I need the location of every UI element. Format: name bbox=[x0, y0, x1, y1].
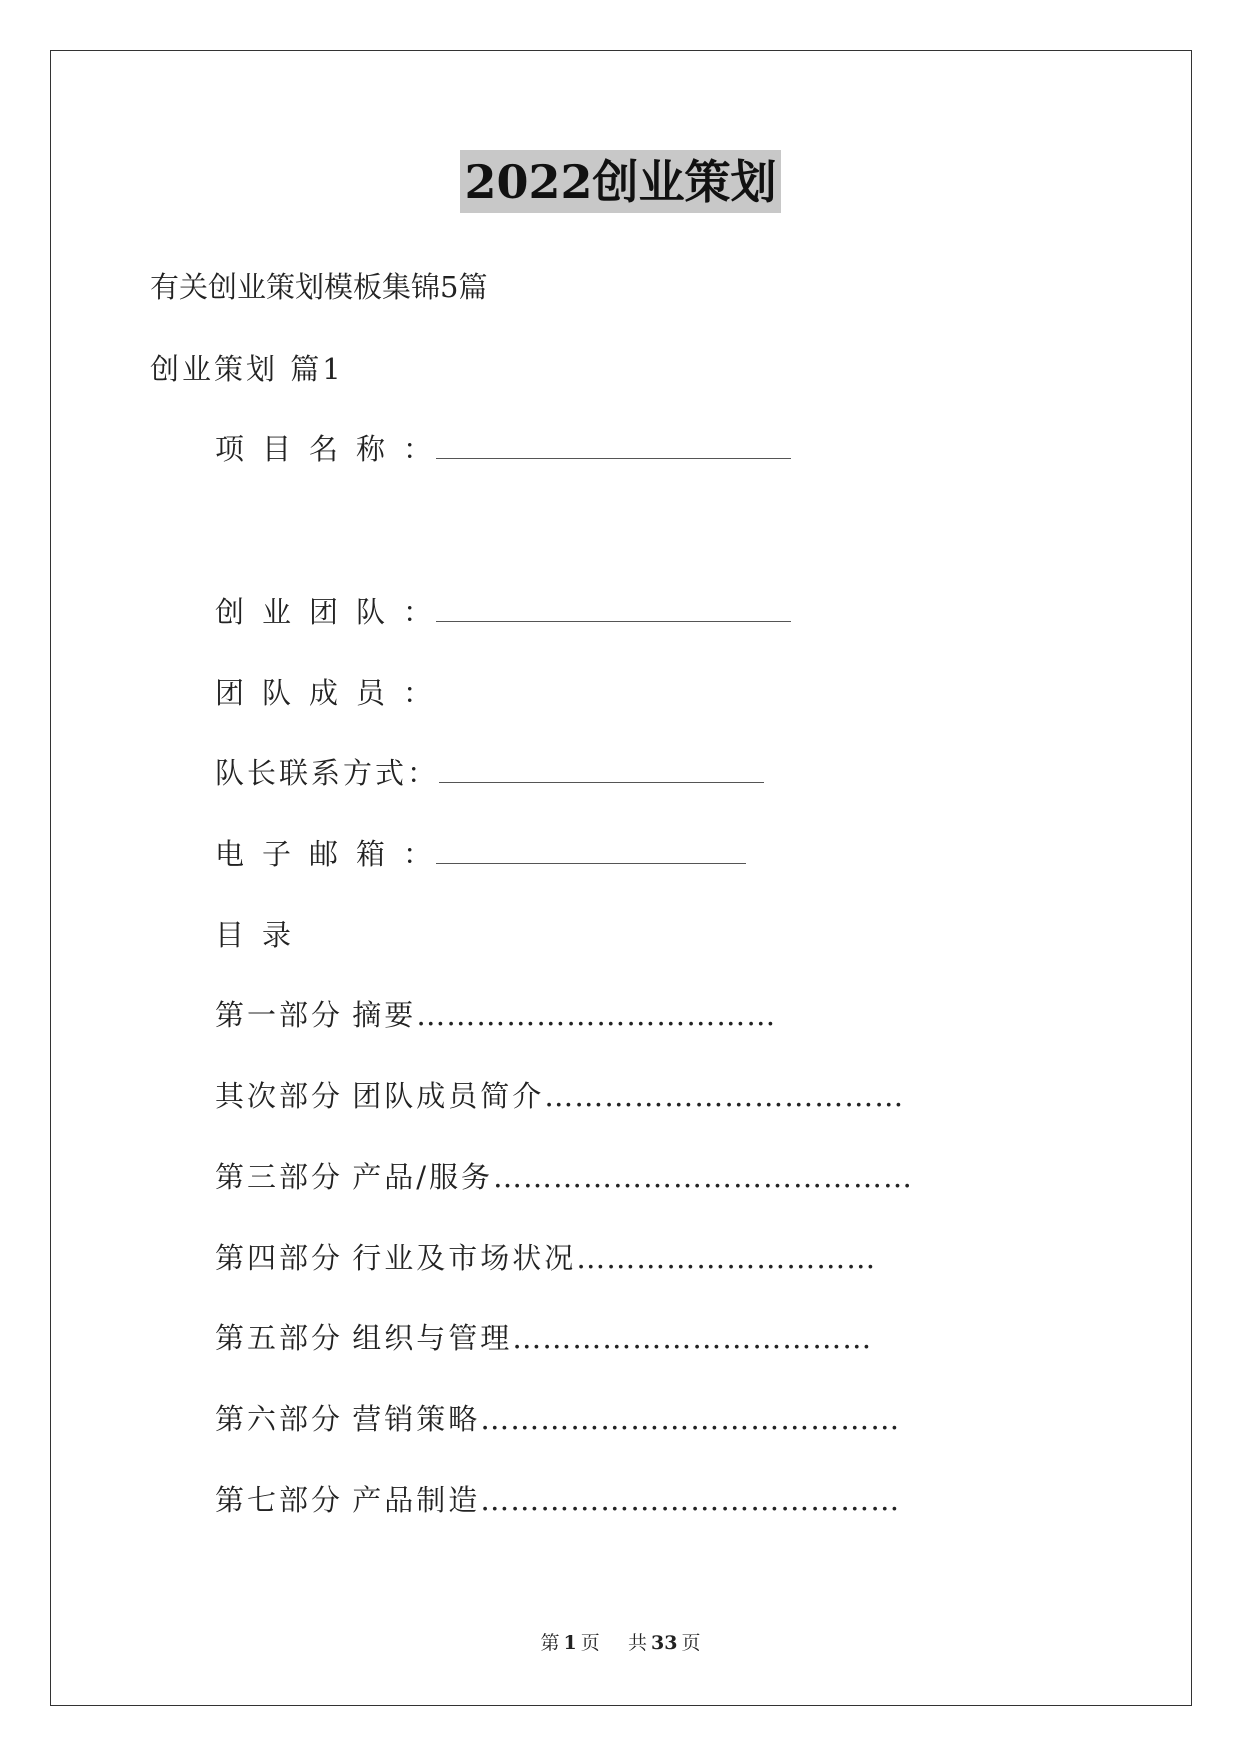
section-heading: 创业策划 篇1 bbox=[150, 352, 344, 386]
toc-leader-dots: ……………………………… bbox=[416, 998, 777, 1032]
toc-item[interactable] bbox=[215, 1321, 872, 1356]
toc-item[interactable] bbox=[215, 1160, 913, 1195]
toc-item[interactable] bbox=[215, 1483, 900, 1518]
leader-contact-label: 队长联系方式： bbox=[215, 756, 440, 790]
project-name-label: 项目名称： bbox=[215, 432, 451, 466]
title-container bbox=[0, 150, 1241, 213]
document-title: 2022创业策划 bbox=[460, 150, 780, 213]
page-prefix: 第 bbox=[540, 1632, 560, 1654]
total-suffix: 页 bbox=[681, 1632, 701, 1654]
page-suffix: 页 bbox=[580, 1632, 600, 1654]
toc-part-label: 其次部分 bbox=[215, 1079, 344, 1113]
email-label: 电子邮箱： bbox=[215, 837, 451, 871]
toc-part-label: 第三部分 bbox=[215, 1160, 344, 1194]
document-subtitle: 有关创业策划模板集锦5篇 bbox=[150, 270, 488, 304]
page-footer bbox=[0, 1628, 1241, 1655]
toc-item[interactable] bbox=[215, 998, 776, 1033]
email-row bbox=[215, 837, 746, 872]
toc-part-label: 第七部分 bbox=[215, 1483, 344, 1517]
toc-title: 团队成员简介 bbox=[352, 1079, 545, 1113]
toc-title: 摘要 bbox=[352, 998, 417, 1032]
toc-title: 产品制造 bbox=[352, 1483, 481, 1517]
toc-leader-dots: ……………………………… bbox=[544, 1079, 905, 1113]
leader-contact-row bbox=[215, 756, 764, 791]
toc-part-label: 第四部分 bbox=[215, 1241, 344, 1275]
leader-contact-field[interactable] bbox=[439, 758, 764, 783]
project-name-field[interactable] bbox=[436, 434, 791, 459]
toc-title: 行业及市场状况 bbox=[352, 1241, 577, 1275]
toc-part-label: 第一部分 bbox=[215, 998, 344, 1032]
toc-item[interactable] bbox=[215, 1241, 876, 1276]
toc-title: 产品/服务 bbox=[352, 1160, 494, 1194]
team-row bbox=[215, 595, 791, 630]
toc-leader-dots: ……………………………… bbox=[512, 1321, 873, 1355]
toc-heading: 目录 bbox=[215, 918, 310, 952]
toc-leader-dots: …………………………………… bbox=[493, 1160, 914, 1194]
project-name-row bbox=[215, 432, 791, 467]
email-field[interactable] bbox=[436, 839, 746, 864]
toc-leader-dots: ………………………… bbox=[576, 1241, 877, 1275]
members-row bbox=[215, 676, 450, 711]
team-label: 创业团队： bbox=[215, 595, 451, 629]
toc-part-label: 第五部分 bbox=[215, 1321, 344, 1355]
page-number: 1 bbox=[563, 1632, 577, 1654]
members-label: 团队成员： bbox=[215, 676, 451, 710]
toc-item[interactable] bbox=[215, 1402, 900, 1437]
team-field[interactable] bbox=[436, 597, 791, 622]
toc-part-label: 第六部分 bbox=[215, 1402, 344, 1436]
toc-item[interactable] bbox=[215, 1079, 904, 1114]
toc-title: 营销策略 bbox=[352, 1402, 481, 1436]
toc-leader-dots: …………………………………… bbox=[480, 1483, 901, 1517]
toc-title: 组织与管理 bbox=[352, 1321, 513, 1355]
toc-leader-dots: …………………………………… bbox=[480, 1402, 901, 1436]
total-prefix: 共 bbox=[627, 1632, 647, 1654]
total-pages: 33 bbox=[650, 1632, 678, 1654]
